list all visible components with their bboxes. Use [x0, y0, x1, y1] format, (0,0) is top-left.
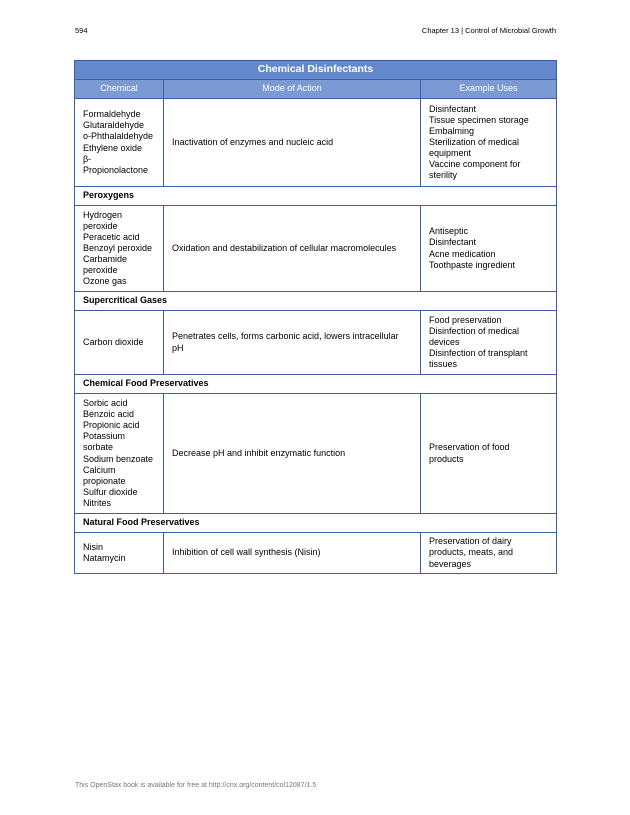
chemical-cell: Carbon dioxide: [75, 311, 164, 375]
column-header-mode-of-action: Mode of Action: [164, 80, 421, 99]
page-number: 594: [75, 26, 88, 35]
uses-cell: Preservation of food products: [421, 394, 557, 514]
disinfectants-table: [74, 60, 557, 574]
section-title: Supercritical Gases: [75, 292, 557, 311]
uses-cell: Preservation of dairy products, meats, and beverages: [421, 533, 557, 574]
footer-note: This OpenStax book is available for free at http://cnx.org/content/col12087/1.5: [75, 782, 317, 789]
column-header-chemical: Chemical: [75, 80, 164, 99]
mode-cell: Decrease pH and inhibit enzymatic function: [164, 394, 421, 514]
mode-cell: Inactivation of enzymes and nucleic acid: [164, 99, 421, 187]
section-row-supercritical-gases: [75, 292, 557, 311]
table-row: [75, 99, 557, 187]
table-title: Chemical Disinfectants: [75, 61, 557, 80]
chemical-cell: Nisin Natamycin: [75, 533, 164, 574]
section-row-natural-food-preservatives: [75, 514, 557, 533]
table-row: [75, 533, 557, 574]
mode-cell: Oxidation and destabilization of cellular macromolecules: [164, 206, 421, 292]
chapter-title: Chapter 13 | Control of Microbial Growth: [421, 26, 556, 35]
uses-cell: Antiseptic Disinfectant Acne medication Toothpaste ingredient: [421, 206, 557, 292]
section-title: Peroxygens: [75, 187, 557, 206]
chemical-cell: Formaldehyde Glutaraldehyde o-Phthalaldehyde Ethylene oxide β- Propionolactone: [75, 99, 164, 187]
column-header-example-uses: Example Uses: [421, 80, 557, 99]
section-row-peroxygens: [75, 187, 557, 206]
section-title: Chemical Food Preservatives: [75, 375, 557, 394]
section-title: Natural Food Preservatives: [75, 514, 557, 533]
table-row: [75, 311, 557, 375]
mode-cell: Inhibition of cell wall synthesis (Nisin): [164, 533, 421, 574]
section-row-chemical-food-preservatives: [75, 375, 557, 394]
table-row: [75, 206, 557, 292]
chemical-cell: Sorbic acid Benzoic acid Propionic acid Potassium sorbate Sodium benzoate Calcium propionate Sulfur dioxide Nitrites: [75, 394, 164, 514]
mode-cell: Penetrates cells, forms carbonic acid, lowers intracellular pH: [164, 311, 421, 375]
uses-cell: Food preservation Disinfection of medical devices Disinfection of transplant tissues: [421, 311, 557, 375]
chemical-cell: Hydrogen peroxide Peracetic acid Benzoyl peroxide Carbamide peroxide Ozone gas: [75, 206, 164, 292]
uses-cell: Disinfectant Tissue specimen storage Embalming Sterilization of medical equipment Vaccine component for sterility: [421, 99, 557, 187]
table-row: [75, 394, 557, 514]
